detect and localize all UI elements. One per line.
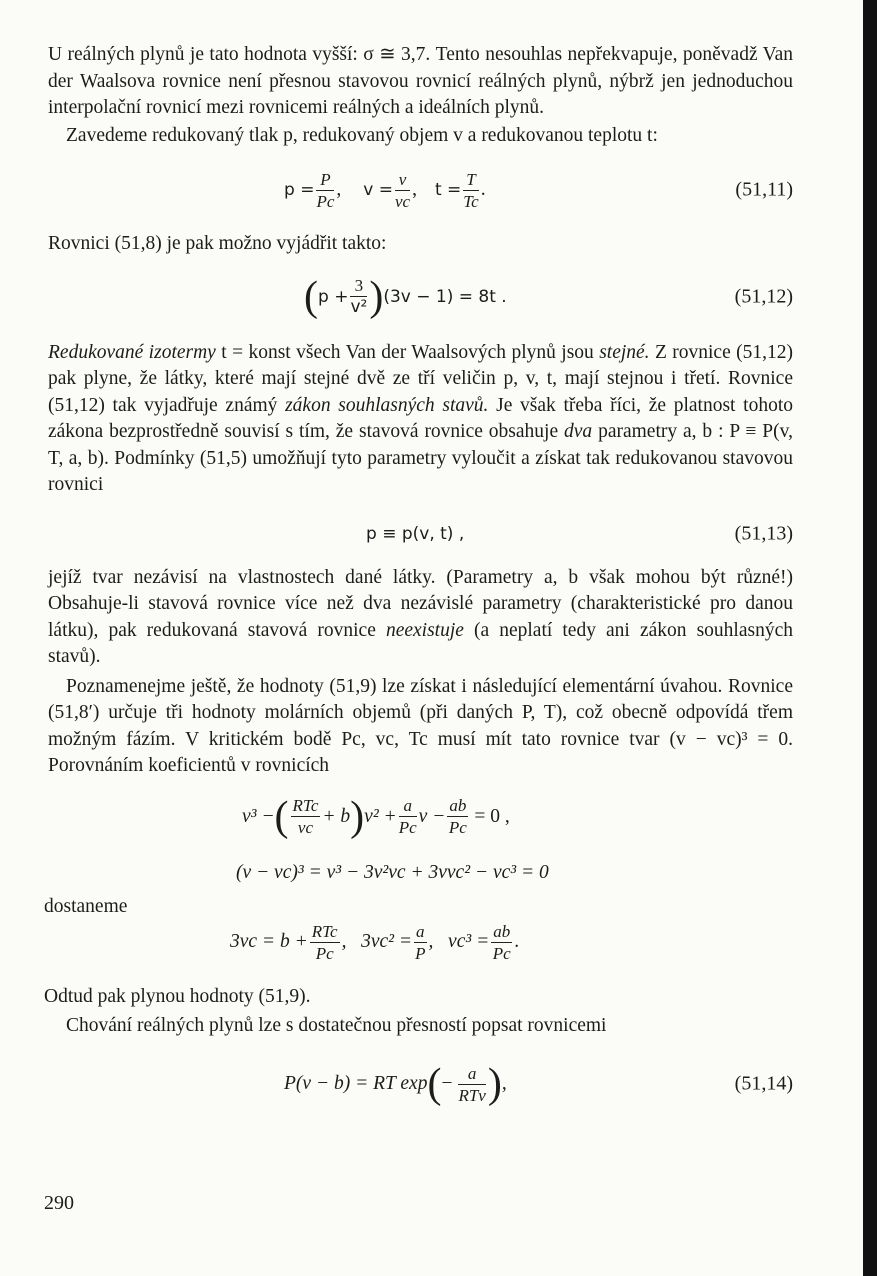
paragraph-4-d: parametry a, b : P ≡ P(v, T, a, b). Podmínky (51,5) umožňují tyto parametry vyloučit a získat tak redukovanou stavovou rovnici <box>48 421 793 495</box>
eq12-right-paren: ) <box>369 273 384 320</box>
paragraph-2: Zavedeme redukovaný tlak p, redukovaný objem v a redukovanou teplotu t: <box>66 124 658 146</box>
equation-51-14 <box>48 1049 793 1119</box>
eqC-d1: Pc <box>315 943 334 963</box>
eqA-num2: a <box>399 795 417 817</box>
paragraph-4-b: Z rovnice (51,12) pak plyne, že látky, které mají stejné dvě ze tří veličin p, v, t, mají stejnou i třetí. Rovnice (51,12) tak vyjadřuje známý <box>48 341 793 416</box>
paragraph-4-a: t = konst všech Van der Waalsových plynů jsou <box>215 341 600 363</box>
eqA-frac-1 <box>291 795 321 838</box>
eqC-s1: 3vc = b + <box>230 931 308 952</box>
eq14-left: P(v − b) = RT exp <box>284 1073 428 1094</box>
eqA-frac-3 <box>447 795 468 838</box>
paragraph-5-a: jejíž tvar nezávisí na vlastnostech dané látky. (Parametry a, b však mohou být různé!) Obsahuje-li stavová rovnice více než dva nezávislé parametry (charakteristické pro danou látku), pak redukovaná stavová rovnice <box>48 566 793 641</box>
eqA-mid1: + b <box>322 805 351 827</box>
eq14-minus: − <box>441 1073 453 1094</box>
paragraph-5 <box>48 565 793 671</box>
term-reduced-isotherms: Redukované izotermy <box>48 341 216 363</box>
paragraph-1: U reálných plynů je tato hodnota vyšší: σ ≅ 3,7. Tento nesouhlas nepřekvapuje, poněvadž Van der Waalsova rovnice není přesnou stavovou rovnicí reálných plynů, nýbrž jen jednoduchou interpolační rovnicí mezi rovnicemi reálných a ideálních plynů. <box>48 44 793 118</box>
eqA-right-paren: ) <box>350 793 365 840</box>
eq14-num: a <box>458 1063 485 1085</box>
scan-edge <box>863 0 877 1276</box>
eq11-v-num: v <box>395 169 410 191</box>
eq14-frac <box>458 1063 485 1106</box>
eq11-p-frac <box>316 169 334 212</box>
eqA-mid2: v² + <box>364 805 397 827</box>
page-number: 290 <box>44 1192 74 1214</box>
eqA-den1: vc <box>297 818 313 837</box>
equation-cubic <box>48 784 793 850</box>
paragraph-4 <box>48 340 793 499</box>
eq11-p-lhs: p = <box>284 180 315 200</box>
eqA-den3: Pc <box>448 818 467 837</box>
eqA-den2: Pc <box>398 818 417 837</box>
eq11-v-den: vc <box>394 191 411 211</box>
eq14-right-paren: ) <box>487 1061 502 1107</box>
eq14-left-paren: ( <box>427 1061 442 1107</box>
eq11-p-den: Pc <box>316 191 335 211</box>
equation-51-12 <box>48 264 793 330</box>
eqC-frac-3 <box>491 921 512 964</box>
label-dostaneme: dostaneme <box>44 895 128 917</box>
eqA-left-paren: ( <box>274 793 289 840</box>
term-law-corresponding-states: zákon souhlasných stavů. <box>285 394 489 416</box>
eq11-v-lhs: v = <box>363 180 393 200</box>
paragraph-7: Odtud pak plynou hodnoty (51,9). <box>44 986 311 1007</box>
eq14-end: , <box>501 1073 507 1094</box>
eqA-num3: ab <box>449 796 467 815</box>
paragraph-4-c: Je však třeba říci, že platnost tohoto zákona bezprostředně souvisí s tím, že stavová rovnice obsahuje <box>48 394 793 442</box>
eqA-mid3: v − <box>418 805 446 827</box>
eqC-n3: ab <box>493 921 511 941</box>
equation-number-51-11: (51,11) <box>735 178 793 201</box>
eqC-end: . <box>514 931 520 952</box>
eqC-n1: RTc <box>311 921 338 941</box>
eqC-frac-1 <box>310 921 340 964</box>
eq11-v-frac <box>395 169 410 212</box>
eq13-body: p ≡ p(v, t) , <box>366 523 465 544</box>
eqC-d2: P <box>415 943 426 963</box>
eq12-frac <box>350 275 367 318</box>
page-content <box>44 40 793 1119</box>
eq11-t-num: T <box>463 169 478 191</box>
eqC-n2: a <box>416 921 425 941</box>
equation-51-11: p = $\frac{P}{Pc}$ , v = $\frac{v}{vc}$ , t = $\frac{T}{Tc}$ . (51,11) <box>284 169 793 211</box>
paragraph-3: Rovnici (51,8) je pak možno vyjádřit takto: <box>48 233 387 254</box>
paragraph-8: Chování reálných plynů lze s dostatečnou přesností popsat rovnicemi <box>66 1014 607 1036</box>
eq11-t-lhs: t = <box>434 180 462 200</box>
eq12-left-paren: ( <box>304 273 318 320</box>
term-does-not-exist: neexistuje <box>385 619 464 641</box>
eq14-den: RTv <box>458 1085 486 1105</box>
eq12-num: 3 <box>350 275 367 297</box>
eq11-t-den: Tc <box>463 191 479 211</box>
equation-coefficients <box>48 914 793 970</box>
eq11-p-num: P <box>316 169 334 191</box>
term-same: stejné. <box>599 341 650 363</box>
eqC-d3: Pc <box>492 943 511 963</box>
eq12-den: v² <box>350 297 368 317</box>
eqA-frac-2 <box>399 795 417 838</box>
eq12-left: p + <box>318 286 349 307</box>
paragraph-5-b: (a neplatí tedy ani zákon souhlasných stavů). <box>48 619 793 667</box>
eqC-s3: , vc³ = <box>428 931 490 952</box>
term-two: dva <box>564 421 593 442</box>
equation-number-51-12: (51,12) <box>734 285 793 307</box>
eqC-s2: , 3vc² = <box>341 931 413 952</box>
eqA-start: v³ − <box>242 805 275 827</box>
equation-number-51-13: (51,13) <box>734 522 793 544</box>
eqA-num1: RTc <box>292 796 319 815</box>
equation-51-13 <box>48 509 793 559</box>
eqA-end: = 0 , <box>474 805 510 827</box>
equation-number-51-14: (51,14) <box>734 1072 793 1095</box>
eq12-right: (3v − 1) = 8t . <box>383 286 507 307</box>
eqC-frac-2 <box>414 921 427 964</box>
equation-expansion <box>48 854 793 892</box>
eqB-body: (v − vc)³ = v³ − 3v²vc + 3vvc² − vc³ = 0 <box>236 861 549 883</box>
paragraph-6: Poznamenejme ještě, že hodnoty (51,9) lze získat i následující elementární úvahou. Rovnice (51,8′) určuje tři hodnoty molárních objemů (při daných P, T), což obecně odpovídá třem možným fázím. V kritickém bodě Pc, vc, Tc musí mít tato rovnice tvar (v − vc)³ = 0. Porovnáním koeficientů v rovnicích <box>48 675 793 776</box>
eq11-t-frac <box>463 169 478 212</box>
